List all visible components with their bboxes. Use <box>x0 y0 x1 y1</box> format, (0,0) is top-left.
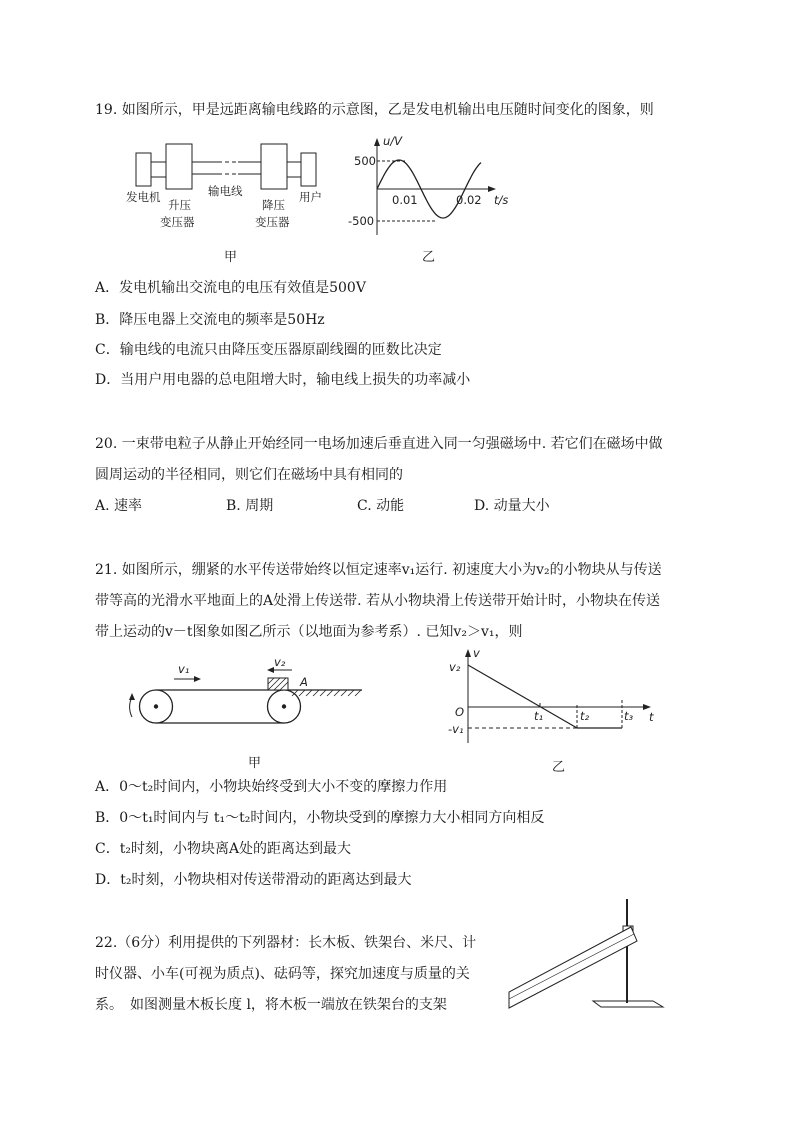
q22-figure-incline <box>505 893 665 1018</box>
label-transmission-line: 输电线 <box>208 184 243 198</box>
q21-option-d: D．t₂时刻，小物块相对传送带滑动的距离达到最大 <box>95 872 412 888</box>
step-down-transformer-box <box>261 144 287 189</box>
q19-figure-transmission <box>120 140 340 235</box>
label-v1: v₁ <box>178 662 190 676</box>
q21-option-a: A．0～t₂时间内，小物块始终受到大小不变的摩擦力作用 <box>95 779 448 795</box>
label-v2: v₂ <box>274 655 286 669</box>
inclined-board <box>509 927 637 1008</box>
q20-option-d: D. 动量大小 <box>474 498 550 514</box>
q19-stem: 19. 如图所示，甲是远距离输电线路的示意图，乙是发电机输出电压随时间变化的图象，则 <box>95 102 654 118</box>
q19-option-d: D．当用户用电器的总电阻增大时，输电线上损失的功率减小 <box>95 372 471 388</box>
q20-option-c: C. 动能 <box>357 498 405 514</box>
x-axis-label: t/s <box>494 193 509 207</box>
x-tick-002: 0.02 <box>456 193 482 207</box>
q19-option-b: B．降压电器上交流电的频率是50Hz <box>95 312 325 328</box>
vt-y-axis-label: v <box>473 646 480 660</box>
y-axis-label: u/V <box>383 135 403 148</box>
v2-arrow-icon <box>267 667 274 673</box>
q20-option-a: A. 速率 <box>95 498 143 514</box>
q19-option-a: A．发电机输出交流电的电压有效值是500V <box>95 280 366 296</box>
label-generator: 发电机 <box>126 190 161 204</box>
q21-figure-vt-graph <box>445 645 660 745</box>
label-step-up-1: 升压 <box>168 198 191 212</box>
q21-option-c: C．t₂时刻，小物块离A处的距离达到最大 <box>95 841 352 857</box>
vt-y-tick-neg-v1: -v₁ <box>448 722 464 736</box>
generator-box <box>136 153 151 186</box>
q21-figure-conveyor <box>118 655 368 740</box>
vt-y-tick-v2: v₂ <box>449 660 461 674</box>
q20-stem-1: 20. 一束带电粒子从静止开始经同一电场加速后垂直进入同一匀强磁场中. 若它们在磁场中做 <box>95 436 663 452</box>
q20-stem-2: 圆周运动的半径相同，则它们在磁场中具有相同的 <box>95 467 403 483</box>
q22-line-1: 22.（6分）利用提供的下列器材：长木板、铁架台、米尺、计 <box>95 935 477 951</box>
label-a: A <box>300 675 308 689</box>
step-up-transformer-box <box>166 144 192 189</box>
vt-x-axis-label: t <box>649 710 654 724</box>
q21-stem-2: 带等高的光滑水平地面上的A处滑上传送带. 若从小物块滑上传送带开始计时，小物块在传送 <box>95 593 661 609</box>
vt-x-tick-t3: t₃ <box>624 709 634 723</box>
q19-caption-b: 乙 <box>422 250 436 265</box>
q22-line-3: 系。 如图测量木板长度 l，将木板一端放在铁架台的支架 <box>95 997 447 1013</box>
vt-line-decel <box>468 665 577 728</box>
y-tick-500: 500 <box>354 154 376 168</box>
q19-option-c: C．输电线的电流只由降压变压器原副线圈的匝数比决定 <box>95 342 442 358</box>
label-step-down-1: 降压 <box>262 198 285 212</box>
vt-x-tick-t2: t₂ <box>580 709 590 723</box>
q21-stem-3: 带上运动的v－t图象如图乙所示（以地面为参考系）. 已知v₂＞v₁，则 <box>95 624 523 640</box>
q20-option-b: B. 周期 <box>226 498 274 514</box>
v1-arrow-icon <box>194 676 201 682</box>
label-step-down-2: 变压器 <box>255 215 290 229</box>
q21-stem-1: 21. 如图所示，绷紧的水平传送带始终以恒定速率v₁运行. 初速度大小为v₂的小物块从与传送 <box>95 562 662 578</box>
x-tick-001: 0.01 <box>392 193 418 207</box>
q22-line-2: 时仪器、小车(可视为质点)、砝码等，探究加速度与质量的关 <box>95 966 470 982</box>
user-box <box>301 153 316 186</box>
q19-figure-voltage-graph <box>340 135 510 240</box>
label-user: 用户 <box>299 190 322 204</box>
q21-caption-a: 甲 <box>248 756 262 771</box>
y-tick-neg500: -500 <box>348 214 375 228</box>
vt-origin: O <box>455 705 465 719</box>
q21-option-b: B．0～t₁时间内与 t₁～t₂时间内，小物块受到的摩擦力大小相同方向相反 <box>95 810 545 826</box>
q21-caption-b: 乙 <box>552 760 566 775</box>
q19-caption-a: 甲 <box>224 250 238 265</box>
label-step-up-2: 变压器 <box>160 215 195 229</box>
vt-x-tick-t1: t₁ <box>534 709 544 723</box>
